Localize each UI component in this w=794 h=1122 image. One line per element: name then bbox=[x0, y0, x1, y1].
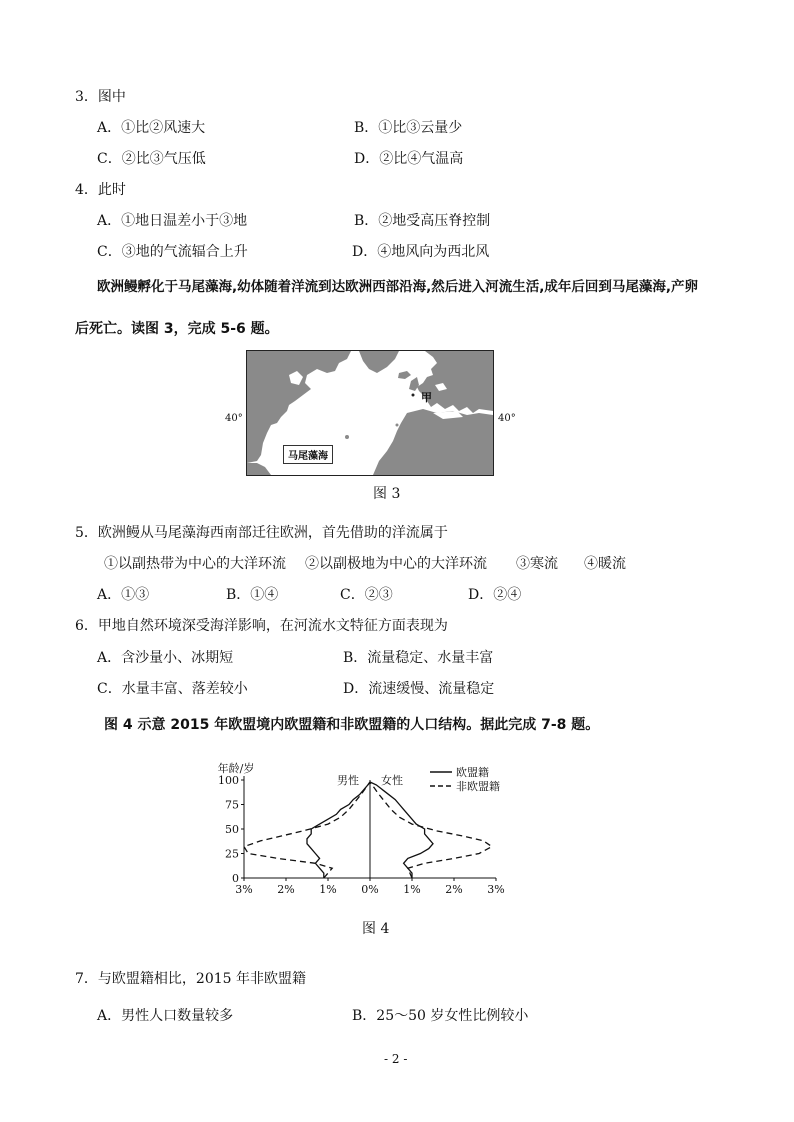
q3-option-b: B．①比③云量少 bbox=[354, 120, 463, 136]
q6-stem: 6．甲地自然环境深受海洋影响，在河流水文特征方面表现为 bbox=[75, 618, 448, 634]
location-jia-dot bbox=[412, 394, 415, 397]
fig4-caption: 图 4 bbox=[362, 921, 390, 937]
africa-land bbox=[373, 409, 493, 475]
q6-option-d: D．流速缓慢、流量稳定 bbox=[343, 681, 495, 697]
q6-option-c: C．水量丰富、落差较小 bbox=[97, 681, 248, 697]
fig4-y-tick-label: 0 bbox=[232, 872, 239, 885]
fig4-x-tick-label: 0% bbox=[361, 883, 379, 896]
island-azores bbox=[396, 424, 399, 427]
q7-option-a: A．男性人口数量较多 bbox=[97, 1008, 234, 1024]
fig3-caption: 图 3 bbox=[373, 486, 401, 502]
intro-population: 图 4 示意 2015 年欧盟境内欧盟籍和非欧盟籍的人口结构。据此完成 7-8 题。 bbox=[104, 717, 600, 733]
intro-eel-line1: 欧洲鳗孵化于马尾藻海,幼体随着洋流到达欧洲西部沿海,然后进入河流生活,成年后回到马尾藻海,产卵 bbox=[97, 279, 699, 295]
q3-stem: 3．图中 bbox=[75, 89, 126, 105]
fig4-y-tick-label: 75 bbox=[225, 798, 239, 812]
fig4-y-axis-label: 年龄/岁 bbox=[217, 762, 255, 775]
iceland-land bbox=[398, 371, 411, 379]
q3-option-c: C．②比③气压低 bbox=[97, 151, 206, 167]
q6-option-b: B．流量稳定、水量丰富 bbox=[343, 650, 494, 666]
fig3-sea-label: 马尾藻海 bbox=[283, 445, 333, 464]
fig4-x-tick-label: 2% bbox=[277, 883, 295, 896]
q5-item-2: ②以副极地为中心的大洋环流 bbox=[305, 556, 487, 572]
fig4-male-label: 男性 bbox=[337, 774, 359, 787]
fig4-series-line bbox=[307, 782, 370, 878]
q7-stem: 7．与欧盟籍相比，2015 年非欧盟籍 bbox=[75, 971, 306, 987]
intro-eel-line2: 后死亡。读图 3，完成 5-6 题。 bbox=[75, 321, 279, 337]
q4-option-c: C．③地的气流辐合上升 bbox=[97, 244, 248, 260]
british-isles-land bbox=[409, 377, 419, 391]
q4-option-a: A．①地日温差小于③地 bbox=[97, 213, 248, 229]
q4-option-b: B．②地受高压脊控制 bbox=[354, 213, 491, 229]
fig3-place-jia: 甲 bbox=[421, 391, 432, 404]
q6-option-a: A．含沙量小、冰期短 bbox=[97, 650, 234, 666]
fig4-x-tick-label: 3% bbox=[487, 883, 505, 896]
fig4-series-line bbox=[244, 782, 370, 878]
fig4-legend-label-non-eu: 非欧盟籍 bbox=[456, 780, 500, 793]
fig4-female-label: 女性 bbox=[381, 774, 403, 787]
q5-item-1: ①以副热带为中心的大洋环流 bbox=[104, 556, 286, 572]
page-number: - 2 - bbox=[384, 1052, 408, 1066]
fig3-lat-right: 40° bbox=[498, 413, 516, 424]
fig3-lat-left: 40° bbox=[225, 413, 243, 424]
q4-stem: 4．此时 bbox=[75, 182, 126, 198]
fig4-series-line bbox=[370, 782, 492, 878]
q5-option-c: C．②③ bbox=[340, 587, 393, 603]
q5-option-a: A．①③ bbox=[97, 587, 150, 603]
q4-option-d: D．④地风向为西北风 bbox=[352, 244, 490, 260]
q5-stem: 5．欧洲鳗从马尾藻海西南部迁往欧洲，首先借助的洋流属于 bbox=[75, 525, 448, 541]
central-america-land bbox=[247, 463, 271, 475]
fig4-x-tick-label: 2% bbox=[445, 883, 463, 896]
fig4-y-tick-label: 50 bbox=[225, 823, 239, 836]
q3-option-a: A．①比②风速大 bbox=[97, 120, 206, 136]
fig3-map bbox=[246, 350, 494, 476]
fig4-series-line bbox=[370, 782, 433, 878]
greenland-land bbox=[359, 351, 399, 373]
fig4-x-tick-label: 3% bbox=[235, 883, 253, 896]
fig4-legend-label-eu: 欧盟籍 bbox=[456, 766, 489, 779]
q3-option-d: D．②比④气温高 bbox=[354, 151, 464, 167]
fig4-x-tick-label: 1% bbox=[403, 883, 421, 896]
q5-item-4: ④暖流 bbox=[584, 556, 626, 572]
q5-option-b: B．①④ bbox=[226, 587, 279, 603]
q7-option-b: B．25～50 岁女性比例较小 bbox=[352, 1008, 529, 1024]
fig4-population-pyramid bbox=[200, 752, 550, 902]
q5-item-3: ③寒流 bbox=[516, 556, 558, 572]
fig4-x-tick-label: 1% bbox=[319, 883, 337, 896]
island-bermuda bbox=[345, 435, 349, 439]
fig4-y-tick-label: 100 bbox=[218, 774, 239, 787]
fig4-y-tick-label: 25 bbox=[225, 847, 239, 861]
q5-option-d: D．②④ bbox=[468, 587, 522, 603]
